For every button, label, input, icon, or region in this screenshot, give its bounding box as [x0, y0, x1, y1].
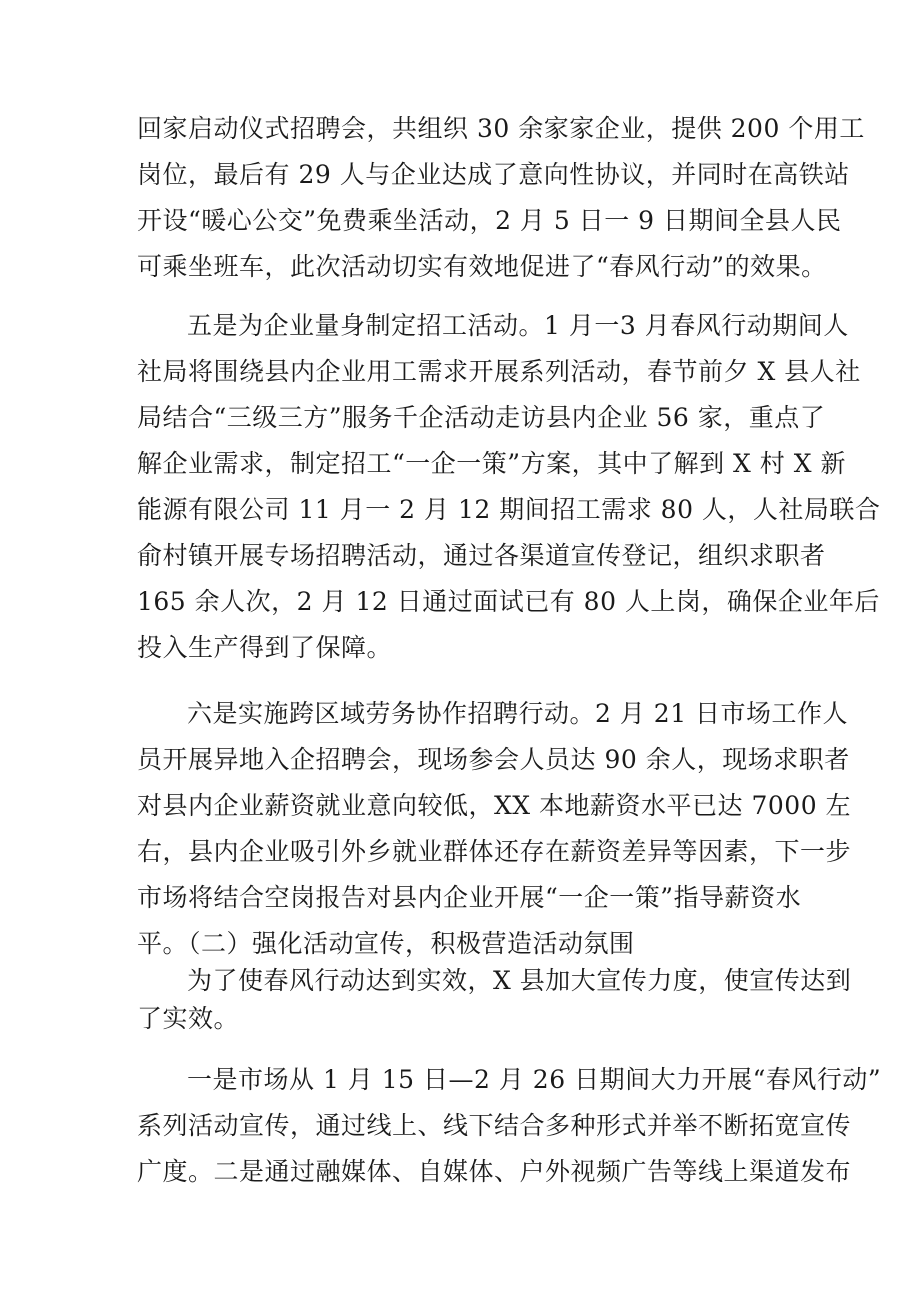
text-line: 可乘坐班车，此次活动切实有效地促进了“春风行动”的效果。 — [137, 252, 827, 281]
text-line: 投入生产得到了保障。 — [137, 633, 393, 662]
text-line: 一是市场从 1 月 15 日—2 月 26 日期间大力开展“春风行动” — [187, 1065, 882, 1094]
text-line: 系列活动宣传，通过线上、线下结合多种形式并举不断拓宽宣传 — [137, 1111, 852, 1140]
text-line: 社局将围绕县内企业用工需求开展系列活动，春节前夕 X 县人社 — [137, 357, 861, 386]
text-line: 员开展异地入企招聘会，现场参会人员达 90 余人，现场求职者 — [137, 745, 850, 774]
text-line: 广度。二是通过融媒体、自媒体、户外视频广告等线上渠道发布 — [137, 1157, 852, 1186]
text-line: 165 余人次，2 月 12 日通过面试已有 80 人上岗，确保企业年后 — [137, 587, 880, 616]
text-line: 解企业需求，制定招工“一企一策”方案，其中了解到 X 村 X 新 — [137, 449, 846, 478]
text-line: 右，县内企业吸引外乡就业群体还存在薪资差异等因素，下一步 — [137, 837, 852, 866]
text-line: 六是实施跨区域劳务协作招聘行动。2 月 21 日市场工作人 — [187, 699, 849, 728]
text-line: 回家启动仪式招聘会，共组织 30 余家家企业，提供 200 个用工 — [137, 114, 865, 143]
text-line: 五是为企业量身制定招工活动。1 月一3 月春风行动期间人 — [187, 311, 849, 340]
text-line: 俞村镇开展专场招聘活动，通过各渠道宣传登记，组织求职者 — [137, 541, 826, 570]
text-line: 了实效。 — [137, 1004, 240, 1033]
text-line: 对县内企业薪资就业意向较低，XX 本地薪资水平已达 7000 左 — [137, 791, 852, 820]
text-line: 岗位，最后有 29 人与企业达成了意向性协议，并同时在高铁站 — [137, 160, 850, 189]
text-line: 为了使春风行动达到实效，X 县加大宣传力度，使宣传达到 — [187, 966, 852, 995]
text-line: 能源有限公司 11 月一 2 月 12 期间招工需求 80 人，人社局联合 — [137, 495, 881, 524]
section-heading-line: 平。（二）强化活动宣传，积极营造活动氛围 — [137, 929, 635, 958]
text-line: 局结合“三级三方”服务千企活动走访县内企业 56 家，重点了 — [137, 403, 826, 432]
text-line: 市场将结合空岗报告对县内企业开展“一企一策”指导薪资水 — [137, 883, 802, 912]
text-line: 开设“暖心公交”免费乘坐活动，2 月 5 日一 9 日期间全县人民 — [137, 206, 842, 235]
